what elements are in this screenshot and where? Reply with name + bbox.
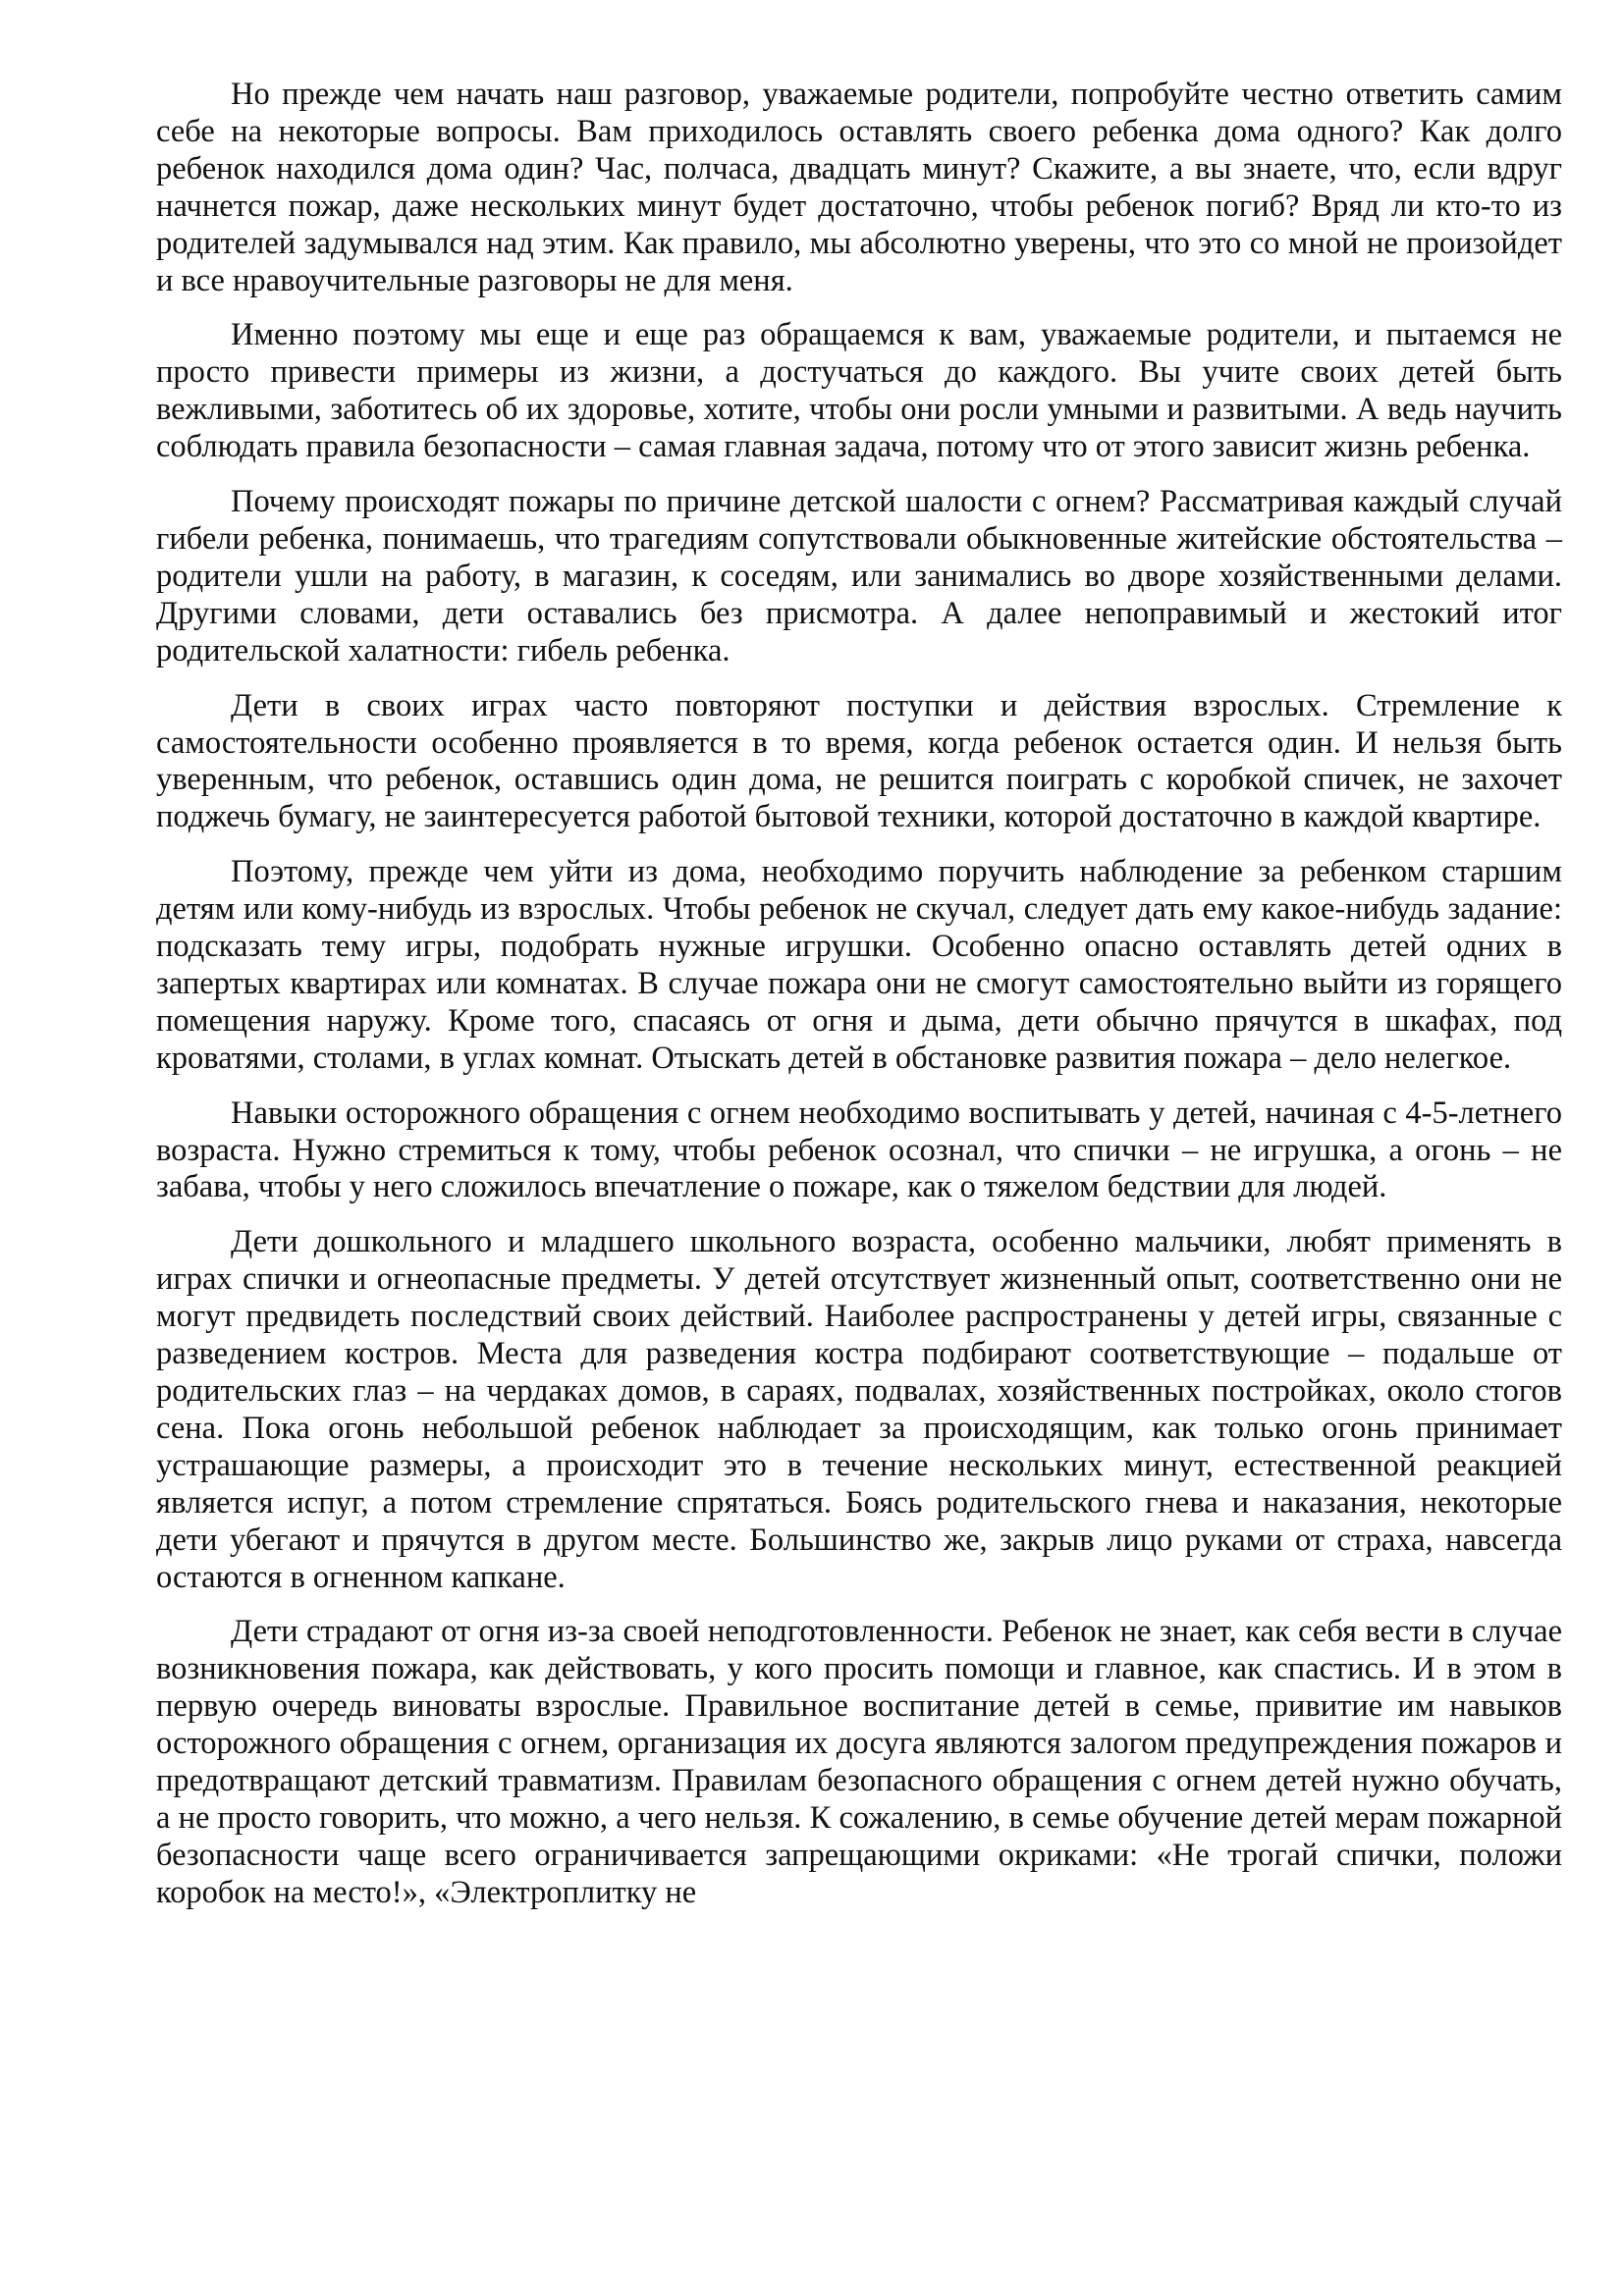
document-page xyxy=(156,77,1562,1912)
paragraph-8: Дети страдают от огня из-за своей неподготовленности. Ребенок не знает, как себя вести в случае возникновения пожара, как действовать, у кого просить помощи и главное, как спастись. И в этом в первую очередь виноваты взрослые. Правильное воспитание детей в семье, привитие им навыков осторожного обращения с огнем, организация их досуга являются залогом предупреждения пожаров и предотвращают детский травматизм. Правилам безопасного обращения с огнем детей нужно обучать, а не просто говорить, что можно, а чего нельзя. К сожалению, в семье обучение детей мерам пожарной безопасности чаще всего ограничивается запрещающими окриками: «Не трогай спички, положи коробок на место!», «Электроплитку не xyxy=(156,1614,1562,1910)
paragraph-7: Дети дошкольного и младшего школьного возраста, особенно мальчики, любят применять в играх спички и огнеопасные предметы. У детей отсутствует жизненный опыт, соответственно они не могут предвидеть последствий своих действий. Наиболее распространены у детей игры, связанные с разведением костров. Места для разведения костра подбирают соответствующие – подальше от родительских глаз – на чердаках домов, в сараях, подвалах, хозяйственных постройках, около стогов сена. Пока огонь небольшой ребенок наблюдает за происходящим, как только огонь принимает устрашающие размеры, а происходит это в течение нескольких минут, естественной реакцией является испуг, а потом стремление спрятаться. Боясь родительского гнева и наказания, некоторые дети убегают и прячутся в другом месте. Большинство же, закрыв лицо руками от страха, навсегда остаются в огненном капкане. xyxy=(156,1224,1562,1595)
paragraph-1: Но прежде чем начать наш разговор, уважаемые родители, попробуйте честно ответить самим себе на некоторые вопросы. Вам приходилось оставлять своего ребенка дома одного? Как долго ребенок находился дома один? Час, полчаса, двадцать минут? Скажите, а вы знаете, что, если вдруг начнется пожар, даже нескольких минут будет достаточно, чтобы ребенок погиб? Вряд ли кто-то из родителей задумывался над этим. Как правило, мы абсолютно уверены, что это со мной не произойдет и все нравоучительные разговоры не для меня. xyxy=(156,77,1562,298)
paragraph-5: Поэтому, прежде чем уйти из дома, необходимо поручить наблюдение за ребенком старшим детям или кому-нибудь из взрослых. Чтобы ребенок не скучал, следует дать ему какое-нибудь задание: подсказать тему игры, подобрать нужные игрушки. Особенно опасно оставлять детей одних в запертых квартирах или комнатах. В случае пожара они не смогут самостоятельно выйти из горящего помещения наружу. Кроме того, спасаясь от огня и дыма, дети обычно прячутся в шкафах, под кроватями, столами, в углах комнат. Отыскать детей в обстановке развития пожара – дело нелегкое. xyxy=(156,854,1562,1076)
paragraph-2: Именно поэтому мы еще и еще раз обращаемся к вам, уважаемые родители, и пытаемся не просто привести примеры из жизни, а достучаться до каждого. Вы учите своих детей быть вежливыми, заботитесь об их здоровье, хотите, чтобы они росли умными и развитыми. А ведь научить соблюдать правила безопасности – самая главная задача, потому что от этого зависит жизнь ребенка. xyxy=(156,317,1562,465)
paragraph-6: Навыки осторожного обращения с огнем необходимо воспитывать у детей, начиная с 4-5-летнего возраста. Нужно стремиться к тому, чтобы ребенок осознал, что спички – не игрушка, а огонь – не забава, чтобы у него сложилось впечатление о пожаре, как о тяжелом бедствии для людей. xyxy=(156,1095,1562,1205)
paragraph-4: Дети в своих играх часто повторяют поступки и действия взрослых. Стремление к самостоятельности особенно проявляется в то время, когда ребенок остается один. И нельзя быть уверенным, что ребенок, оставшись один дома, не решится поиграть с коробкой спичек, не захочет поджечь бумагу, не заинтересуется работой бытовой техники, которой достаточно в каждой квартире. xyxy=(156,687,1562,835)
paragraph-3: Почему происходят пожары по причине детской шалости с огнем? Рассматривая каждый случай гибели ребенка, понимаешь, что трагедиям сопутствовали обыкновенные житейские обстоятельства – родители ушли на работу, в магазин, к соседям, или занимались во дворе хозяйственными делами. Другими словами, дети оставались без присмотра. А далее непоправимый и жестокий итог родительской халатности: гибель ребенка. xyxy=(156,484,1562,668)
